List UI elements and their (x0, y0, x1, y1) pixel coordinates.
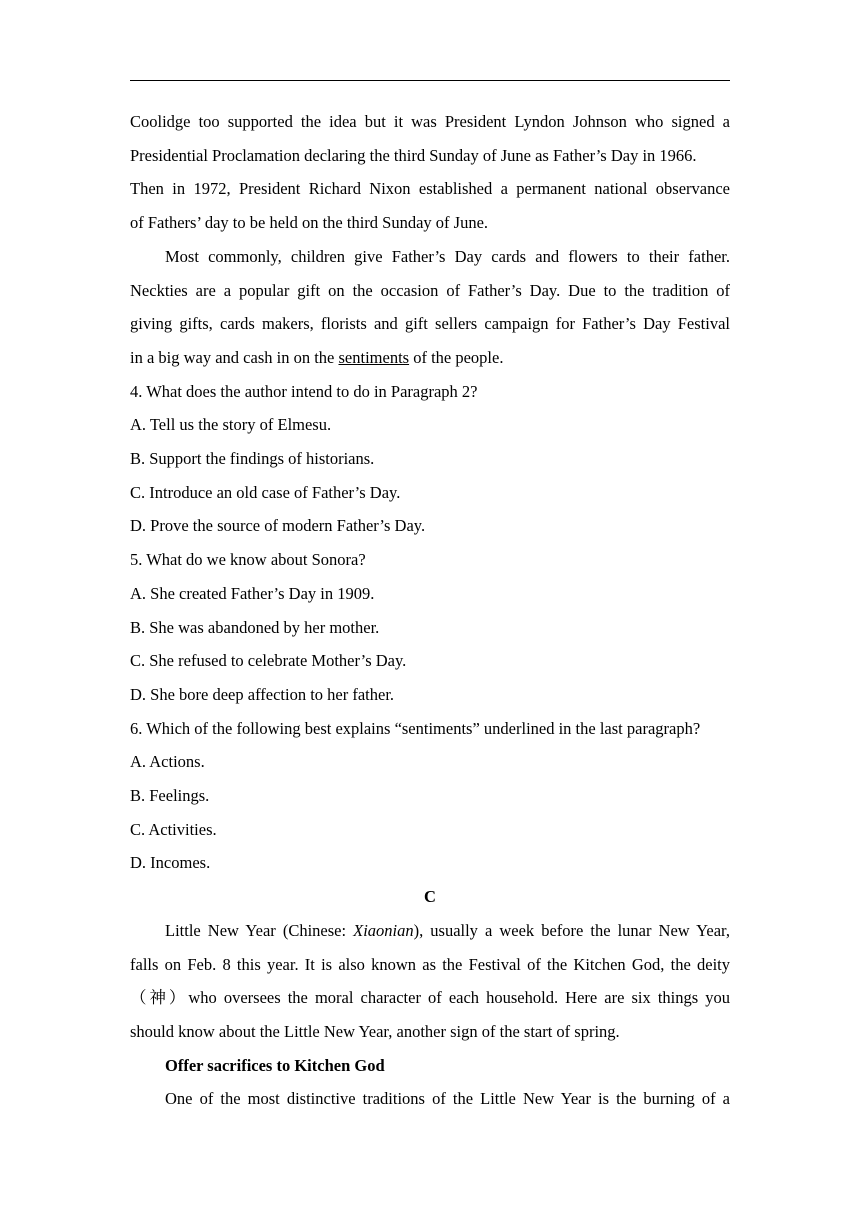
section-heading: Offer sacrifices to Kitchen God (165, 1055, 385, 1075)
passage-b-paragraph-2 (130, 240, 730, 375)
answer-option: C. Activities. (130, 819, 217, 839)
text-fragment: Little New Year (Chinese: (165, 920, 354, 940)
italic-term: Xiaonian (353, 920, 414, 940)
text-line: （神）who oversees the moral character of each household. Here are six things you (130, 988, 730, 1008)
answer-option: D. Prove the source of modern Father’s Day. (130, 516, 426, 536)
answer-option: D. Incomes. (130, 853, 211, 873)
answer-option: A. Tell us the story of Elmesu. (130, 415, 332, 435)
question-stem: 4. What does the author intend to do in Paragraph 2? (130, 381, 478, 401)
answer-option: B. Support the findings of historians. (130, 449, 375, 469)
passage-c-paragraph (130, 1082, 730, 1116)
text-fragment: of the people. (409, 347, 504, 367)
question-6 (130, 712, 730, 881)
passage-c-intro (130, 914, 730, 1049)
answer-option: A. She created Father’s Day in 1909. (130, 583, 375, 603)
answer-option: D. She bore deep affection to her father. (130, 684, 395, 704)
answer-option: B. She was abandoned by her mother. (130, 617, 380, 637)
text-line: of Fathers’ day to be held on the third Sunday of June. (130, 213, 489, 233)
answer-option: C. Introduce an old case of Father’s Day. (130, 482, 401, 502)
text-line: Most commonly, children give Father’s Day cards and flowers to their father. (165, 246, 730, 266)
section-letter: C (424, 887, 436, 907)
answer-option: B. Feelings. (130, 786, 210, 806)
header-rule (130, 80, 730, 81)
question-stem: 5. What do we know about Sonora? (130, 550, 366, 570)
text-line (130, 914, 730, 948)
underlined-word: sentiments (338, 347, 410, 367)
text-line: Presidential Proclamation declaring the third Sunday of June as Father’s Day in 1966. (130, 145, 697, 165)
text-line: Then in 1972, President Richard Nixon established a permanent national observance (130, 179, 730, 199)
text-line: giving gifts, cards makers, florists and gift sellers campaign for Father’s Day Festival (130, 314, 730, 334)
passage-b-paragraph-1 (130, 105, 730, 240)
text-fragment: in a big way and cash in on the (130, 347, 339, 367)
document-body (130, 105, 730, 1116)
question-stem: 6. Which of the following best explains “sentiments” underlined in the last paragraph? (130, 718, 701, 738)
answer-option: C. She refused to celebrate Mother’s Day. (130, 651, 407, 671)
text-line (130, 341, 730, 375)
answer-option: A. Actions. (130, 752, 205, 772)
text-fragment: ), usually a week before the lunar New Year, (413, 920, 730, 940)
question-4 (130, 375, 730, 544)
question-5 (130, 543, 730, 712)
text-line: Coolidge too supported the idea but it was President Lyndon Johnson who signed a (130, 112, 730, 131)
text-line: falls on Feb. 8 this year. It is also known as the Festival of the Kitchen God, the deity (130, 954, 730, 974)
text-line: should know about the Little New Year, another sign of the start of spring. (130, 1021, 620, 1041)
text-line: Neckties are a popular gift on the occasion of Father’s Day. Due to the tradition of (130, 280, 730, 300)
text-line: One of the most distinctive traditions of the Little New Year is the burning of a (165, 1089, 730, 1109)
